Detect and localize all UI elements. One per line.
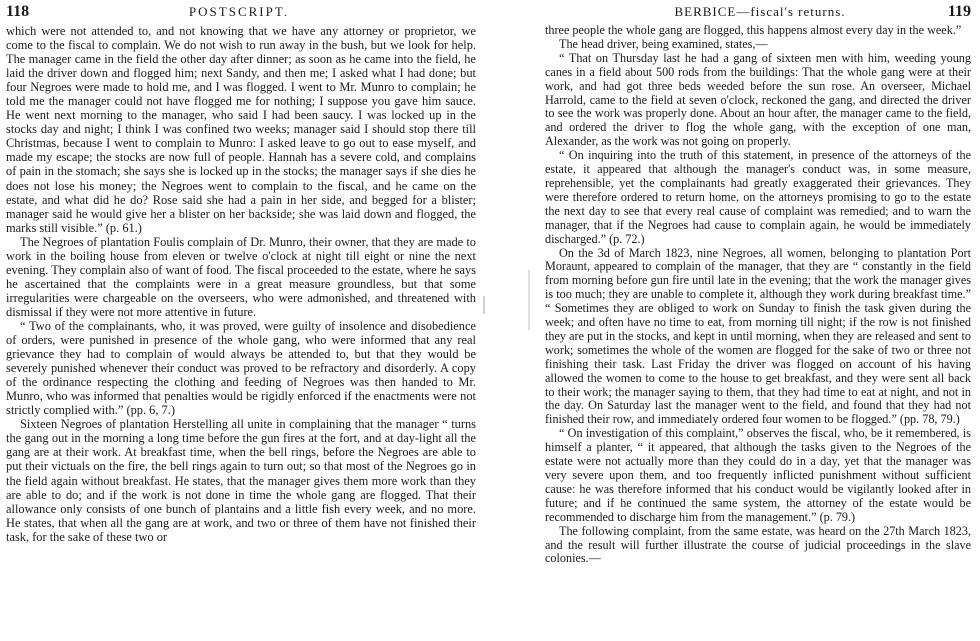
paragraph: “ Two of the complainants, who, it was proved, were guilty of insolence and disobedience of orders, were punished in presence of the whole gang, who were informed that any real grievance they had to complain of would always be attended to, but that they would be severely punished whenever their conduct was proved to be refractory and disorderly. A copy of the ordinance respecting the clothing and feeding of Negroes was then handed to Mr. Munro, who was informed that penalties would be rigidly enforced if the enactments were not strictly complied with.” (pp. 6, 7.)	[6, 318, 476, 418]
right-page	[545, 0, 975, 641]
right-page-body	[545, 24, 975, 566]
left-page-header	[0, 0, 478, 24]
page-number-left: 118	[6, 3, 30, 20]
paragraph: “ On inquiring into the truth of this statement, in presence of the attorneys of the estate, it appeared that although the manager's conduct was, in some measure, reprehensible, yet the complainants had greatly exaggerated their grievances. They were therefore ordered to return home, on the attorneys promising to go to the estate the next day to see that every real cause of complaint was remedied; and to warn the manager, that if the Negroes had cause to complain again, he would be immediately discharged.” (p. 72.)	[545, 148, 971, 246]
paragraph: which were not attended to, and not knowing that we have any attorney or proprietor, we come to the fiscal to complain. We do not wish to run away in the bush, but we look for help. The manager came in the field the other day after dinner; as soon as he came into the field, he laid the driver down and flogged him; next Sandy, and then me; I asked what I had done; but four Negroes were made to hold me, and I was flogged. I went to Mr. Munro to complain; he told me the manager could not have flogged me for nothing; I suppose you gave him sauce. He went next morning to the manager, who said I had been saucy. I was locked up in the stocks day and night; I think I was confined two weeks; manager said I should stop there till Christmas, because I went to complain to Munro: I asked leave to go out to ease myself, and made my escape; the stocks are now full of people. Hannah has a severe cold, and complains of pain in the stomach; she says she is locked up in the stocks; the manager says if she dies he does not lose his money; the Negroes went to complain to the fiscal, and he came on the estate, and what did he do? Rose said she had a pain in her side, and begged for a blister; manager said he would give her a blister on her backside; she was laid down and flogged, the marks still visible.” (p. 61.)	[6, 24, 476, 235]
left-page-body	[0, 24, 478, 544]
paragraph: “ That on Thursday last he had a gang of sixteen men with him, weeding young canes in a field about 500 rods from the buildings: That the whole gang were at their work, and had got three beds weeded before the sun rose. An overseer, Michael Harrold, came to the field at seven o'clock, reckoned the gang, and directed the driver to see the work was properly done. About an hour after, the manager came to the field, and ordered the driver to flog the whole gang, with the exception of one man, Alexander, as the work was not going on properly.	[545, 50, 971, 149]
paragraph: The Negroes of plantation Foulis complain of Dr. Munro, their owner, that they are made to work in the boiling house from eleven or twelve o'clock at night till eight or nine the next evening. They complain also of want of food. The fiscal proceeded to the estate, where he says he ascertained that the complaints were in a great measure groundless, but that some irregularities were chargeable on the overseers, who were admonished, and threatened with dismissal if they were not more attentive in future.	[6, 234, 476, 319]
left-page	[0, 0, 478, 641]
paragraph: three people the whole gang are flogged, this happens almost every day in the week.”	[545, 23, 962, 37]
page-number-right: 119	[947, 3, 971, 20]
gutter-mark	[483, 296, 485, 314]
paragraph: On the 3d of March 1823, nine Negroes, all women, belonging to plantation Port Moraunt, appeared to complain of the manager, that they are “ constantly in the field from morning before gun fire until late in the evening; that the work the manager gives is too much; they are unable to complete it, although they work during breakfast time.” “ Sometimes they are obliged to work on Sunday to finish the task given during the week; and often have no time to eat, from morning till night; if the row is not finished they are put in the stocks, and kept in until morning, when they are released and sent to work; sometimes the whole of the women are flogged for the sake of two or three not finishing their task. Last Friday the driver was flogged on account of his having allowed the women to come to the house to get breakfast, and they were sent all back to their work; the manager saying to them, that they had time to eat at night, and not in the day. On Saturday last the manager went to the field, and found that they had not finished their row, and immediately ordered four women to be flogged.” (pp. 78, 79.)	[545, 245, 971, 427]
right-page-header	[545, 0, 975, 24]
running-head-right: BERBICE—fiscal's returns.	[674, 4, 846, 19]
paragraph: Sixteen Negroes of plantation Herstelling all unite in complaining that the manager “ turns the gang out in the morning a long time before the gun fires at the fort, and at day-light all the gang are at their work. At breakfast time, when the bell rings, before the Negroes are able to put their victuals on the fire, the bell rings again to turn out; so that most of the Negroes go in the field again without breakfast. He states, that the manager gives them more work than they are able to do; and if the work is not done in time the whole gang are flogged. That their allowance only consists of one bunch of plantains and a little fish every week, and no more. He states, that when all the gang are at work, and two or three of them have not finished their task, for the sake of these two or	[6, 417, 476, 544]
gutter-shadow	[528, 270, 530, 330]
paragraph: The following complaint, from the same estate, was heard on the 27th March 1823, and the result will further illustrate the course of judicial proceedings in the slave colonies.—	[545, 523, 971, 566]
running-head-left: POSTSCRIPT.	[188, 4, 290, 19]
paragraph: The head driver, being examined, states,—	[559, 36, 768, 51]
paragraph: “ On investigation of this complaint,” observes the fiscal, who, be it remembered, is himself a planter, “ it appeared, that although the tasks given to the Negroes of the estate were not actually more than they could do in a day, yet that the manager was very severe upon them, and too frequently inflicted punishment without sufficient cause: he was therefore informed that his conduct would be vigilantly looked after in future; and if he continued the same system, the attorney of the estate would be recommended to discharge him from the management.” (p. 79.)	[545, 426, 971, 524]
